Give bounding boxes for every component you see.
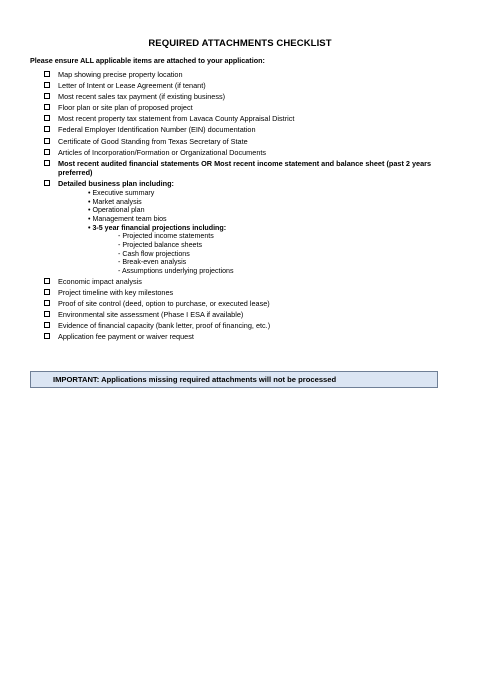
checklist-item xyxy=(44,287,454,298)
sub-list-item-label: • 3-5 year financial projections including: xyxy=(88,223,227,232)
sub-list-item: • Operational plan xyxy=(88,206,145,215)
checklist-item xyxy=(44,147,454,158)
projections-sublist xyxy=(88,232,454,276)
attachments-checklist xyxy=(44,69,454,342)
checklist-item xyxy=(44,320,454,331)
checklist-item-label: Floor plan or site plan of proposed project xyxy=(58,103,193,113)
sub-list-item: • Management team bios xyxy=(88,215,167,224)
checklist-item xyxy=(44,298,454,309)
checklist-item xyxy=(44,136,454,147)
checklist-item-label: Letter of Intent or Lease Agreement (if tenant) xyxy=(58,81,206,91)
checklist-item xyxy=(44,309,454,320)
checkbox[interactable] xyxy=(44,93,50,99)
checklist-item xyxy=(44,69,454,80)
page-title: REQUIRED ATTACHMENTS CHECKLIST xyxy=(148,38,332,49)
checklist-item xyxy=(44,276,454,287)
important-notice-banner: IMPORTANT: Applications missing required attachments will not be processed xyxy=(30,371,438,388)
checkbox[interactable] xyxy=(44,289,50,295)
checklist-item-label: Detailed business plan including: xyxy=(58,179,174,189)
sub-list-item: • Executive summary xyxy=(88,189,155,198)
checklist-item-label: Proof of site control (deed, option to purchase, or executed lease) xyxy=(58,298,270,308)
checklist-item xyxy=(44,113,454,124)
checklist-item-label: Articles of Incorporation/Formation or Organizational Documents xyxy=(58,147,267,157)
checkbox[interactable] xyxy=(44,160,50,166)
checklist-item xyxy=(44,124,454,135)
checklist-item-label: Certificate of Good Standing from Texas Secretary of State xyxy=(58,136,248,146)
checklist-item xyxy=(44,80,454,91)
checklist-item-label: Federal Employer Identification Number (EIN) documentation xyxy=(58,125,256,135)
checklist-item-label: Most recent audited financial statements OR Most recent income statement and balance sheet (past 2 years preferred) xyxy=(58,158,432,177)
checkbox[interactable] xyxy=(44,149,50,155)
sub-sub-list-item: - Break-even analysis xyxy=(118,258,187,267)
sub-sub-list-item: - Cash flow projections xyxy=(118,249,190,258)
checklist-item-label: Environmental site assessment (Phase I ESA if available) xyxy=(58,310,244,320)
checklist-item-label: Application fee payment or waiver request xyxy=(58,332,194,342)
checklist-item-label: Project timeline with key milestones xyxy=(58,287,174,297)
sub-list-item: • Market analysis xyxy=(88,197,142,206)
checkbox[interactable] xyxy=(44,300,50,306)
checklist-item-business-plan xyxy=(44,178,454,276)
checkbox[interactable] xyxy=(44,126,50,132)
checkbox[interactable] xyxy=(44,322,50,328)
checkbox[interactable] xyxy=(44,115,50,121)
instruction-text: Please ensure ALL applicable items are attached to your application: xyxy=(30,56,265,65)
checkbox[interactable] xyxy=(44,311,50,317)
checklist-item xyxy=(44,102,454,113)
sub-sub-list-item: - Assumptions underlying projections xyxy=(118,267,234,276)
checkbox[interactable] xyxy=(44,104,50,110)
business-plan-sublist xyxy=(58,189,454,275)
checklist-item-label: Map showing precise property location xyxy=(58,70,183,79)
checkbox[interactable] xyxy=(44,180,50,186)
checklist-item-financial-statements xyxy=(44,158,454,178)
checklist-item-label: Most recent sales tax payment (if existing business) xyxy=(58,92,226,102)
checklist-item xyxy=(44,331,454,342)
sub-sub-list-item: - Projected balance sheets xyxy=(118,240,202,249)
checklist-item-label: Most recent property tax statement from Lavaca County Appraisal District xyxy=(58,114,295,124)
checkbox[interactable] xyxy=(44,71,50,77)
checklist-item-label: Evidence of financial capacity (bank letter, proof of financing, etc.) xyxy=(58,321,271,331)
checkbox[interactable] xyxy=(44,333,50,339)
sub-sub-list-item: - Projected income statements xyxy=(118,232,214,241)
checkbox[interactable] xyxy=(44,138,50,144)
checkbox[interactable] xyxy=(44,82,50,88)
checkbox[interactable] xyxy=(44,278,50,284)
checklist-item-label: Economic impact analysis xyxy=(58,276,142,286)
checklist-item xyxy=(44,91,454,102)
sub-list-item-projections xyxy=(88,224,454,276)
